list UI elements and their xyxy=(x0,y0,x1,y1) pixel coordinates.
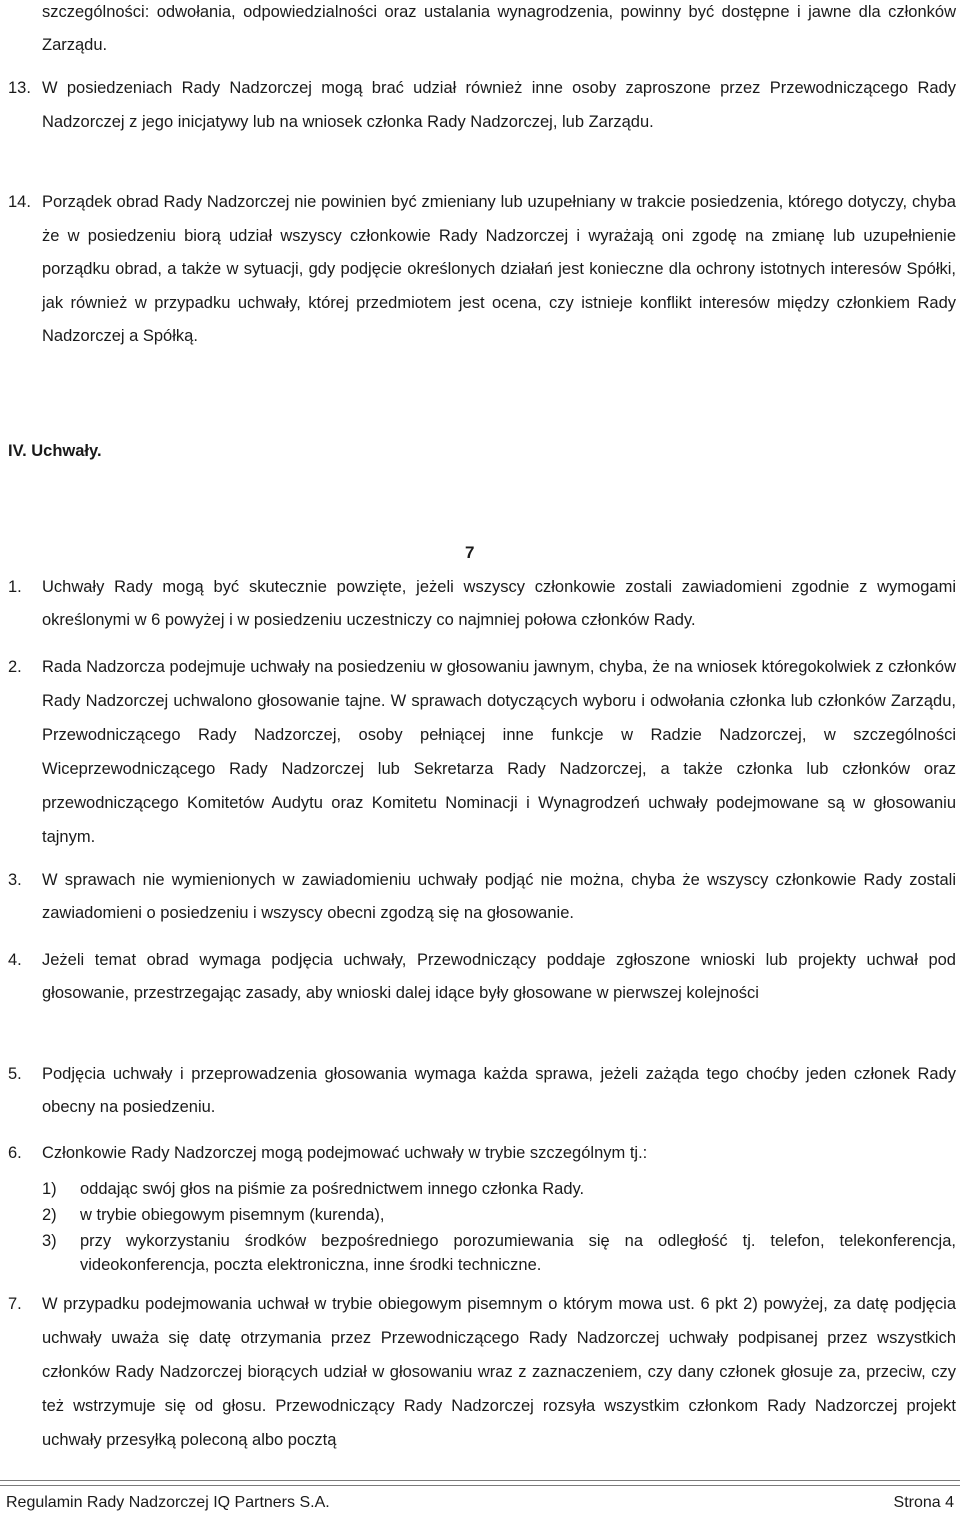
sub-item-3 xyxy=(42,1229,956,1277)
paragraph-mark: 7 xyxy=(465,543,475,562)
list-item-2 xyxy=(8,650,956,854)
list-item-number: 1. xyxy=(8,578,22,596)
sub-item-2 xyxy=(42,1203,956,1227)
sub-item-text: w trybie obiegowym pisemnym (kurenda), xyxy=(80,1206,385,1224)
list-item-number: 2. xyxy=(8,658,22,676)
list-item-text: Rada Nadzorcza podejmuje uchwały na posiedzeniu w głosowaniu jawnym, chyba, że na wniosek któregokolwiek z członków Rady Nadzorczej uchwalono głosowanie tajne. W sprawach dotyczących wyboru i odwołania członka lub członków Zarządu, Przewodniczącego Rady Nadzorczej, osoby pełniącej inne funkcje w Radzie Nadzorczej, w szczególności Wiceprzewodniczącego Rady Nadzorczej lub Sekretarza Rady Nadzorczej, a także członka lub członków oraz przewodniczącego Komitetów Audytu oraz Komitetu Nominacji i Wynagrodzeń uchwały podejmowane są w głosowaniu tajnym. xyxy=(42,658,956,846)
footer-document-title: Regulamin Rady Nadzorczej IQ Partners S.A. xyxy=(6,1494,330,1511)
list-item-number: 7. xyxy=(8,1295,22,1313)
sub-item-1 xyxy=(42,1177,956,1201)
footer-rule xyxy=(0,1480,960,1481)
list-item-text: Uchwały Rady mogą być skutecznie powzięte, jeżeli wszyscy członkowie zostali zawiadomieni zgodnie z wymogami określonymi w 6 powyżej i w posiedzeniu uczestniczy co najmniej połowa członków Rady. xyxy=(42,578,956,629)
list-item-text: Jeżeli temat obrad wymaga podjęcia uchwały, Przewodniczący poddaje zgłoszone wnioski lub projekty uchwał pod głosowanie, przestrzegając zasady, aby wnioski dalej idące były głosowane w pierwszej kolejności xyxy=(42,951,956,1002)
paragraph-number: 14. xyxy=(8,193,31,211)
sub-item-text: oddając swój głos na piśmie za pośrednictwem innego członka Rady. xyxy=(80,1180,585,1198)
list-item-text: Podjęcia uchwały i przeprowadzenia głosowania wymaga każda sprawa, jeżeli zażąda tego choćby jeden członek Rady obecny na posiedzeniu. xyxy=(42,1065,956,1116)
list-item-text: Członkowie Rady Nadzorczej mogą podejmować uchwały w trybie szczególnym tj.: xyxy=(42,1144,648,1162)
paragraph-text: W posiedzeniach Rady Nadzorczej mogą brać udział również inne osoby zaproszone przez Przewodniczącego Rady Nadzorczej z jego inicjatywy lub na wniosek członka Rady Nadzorczej, lub Zarządu. xyxy=(42,79,956,131)
paragraph-14 xyxy=(8,186,956,354)
list-item-4 xyxy=(8,944,956,1010)
paragraph-number: 13. xyxy=(8,79,31,97)
list-item-text: W sprawach nie wymienionych w zawiadomieniu uchwały podjąć nie można, chyba że wszyscy członkowie Rady zostali zawiadomieni o posiedzeniu i wszyscy obecni zgodzą się na głosowanie. xyxy=(42,871,956,922)
paragraph-text: Porządek obrad Rady Nadzorczej nie powinien być zmieniany lub uzupełniany w trakcie posiedzenia, którego dotyczy, chyba że w posiedzeniu biorą udział wszyscy członkowie Rady Nadzorczej i wyrażają oni zgodę na zmianę lub uzupełnienie porządku obrad, a także w sytuacji, gdy podjęcie określonych działań jest konieczne dla ochrony istotnych interesów Spółki, jak również w przypadku uchwały, której przedmiotem jest ocena, czy istnieje konflikt interesów między członkiem Rady Nadzorczej a Spółką. xyxy=(42,193,956,345)
sub-item-number: 3) xyxy=(42,1232,57,1250)
list-item-7 xyxy=(8,1287,956,1457)
list-item-text: W przypadku podejmowania uchwał w trybie obiegowym pisemnym o którym mowa ust. 6 pkt 2) powyżej, za datę podjęcia uchwały uważa się datę otrzymania przez Przewodniczącego Rady Nadzorczej uchwały podpisanej przez wszystkich członków Rady Nadzorczej biorących udział w głosowaniu wraz z zaznaczeniem, czy dany członek głosuje za, przeciw, czy też wstrzymuje się od głosu. Przewodniczący Rady Nadzorczej rozsyła wszystkim członkom Rady Nadzorczej projekt uchwały przesyłką poleconą albo pocztą xyxy=(42,1295,956,1449)
sub-item-number: 2) xyxy=(42,1206,57,1224)
section-title: IV. Uchwały. xyxy=(8,442,102,460)
list-item-5 xyxy=(8,1058,956,1124)
footer-page-number: Strona 4 xyxy=(893,1494,954,1511)
footer-rule xyxy=(0,1485,960,1486)
sub-item-text: przy wykorzystaniu środków bezpośredniego porozumiewania się na odległość tj. telefon, telekonferencja, videokonferencja, poczta elektroniczna, inne środki techniczne. xyxy=(80,1232,956,1274)
intro-paragraph: szczególności: odwołania, odpowiedzialności oraz ustalania wynagrodzenia, powinny być dostępne i jawne dla członków Zarządu. xyxy=(42,3,956,54)
list-item-number: 6. xyxy=(8,1144,22,1162)
list-item-3 xyxy=(8,864,956,930)
list-item-1 xyxy=(8,571,956,637)
paragraph-13 xyxy=(8,72,956,139)
list-item-number: 3. xyxy=(8,871,22,889)
list-item-number: 5. xyxy=(8,1065,22,1083)
list-item-6 xyxy=(8,1137,956,1170)
list-item-number: 4. xyxy=(8,951,22,969)
sub-item-number: 1) xyxy=(42,1180,57,1198)
